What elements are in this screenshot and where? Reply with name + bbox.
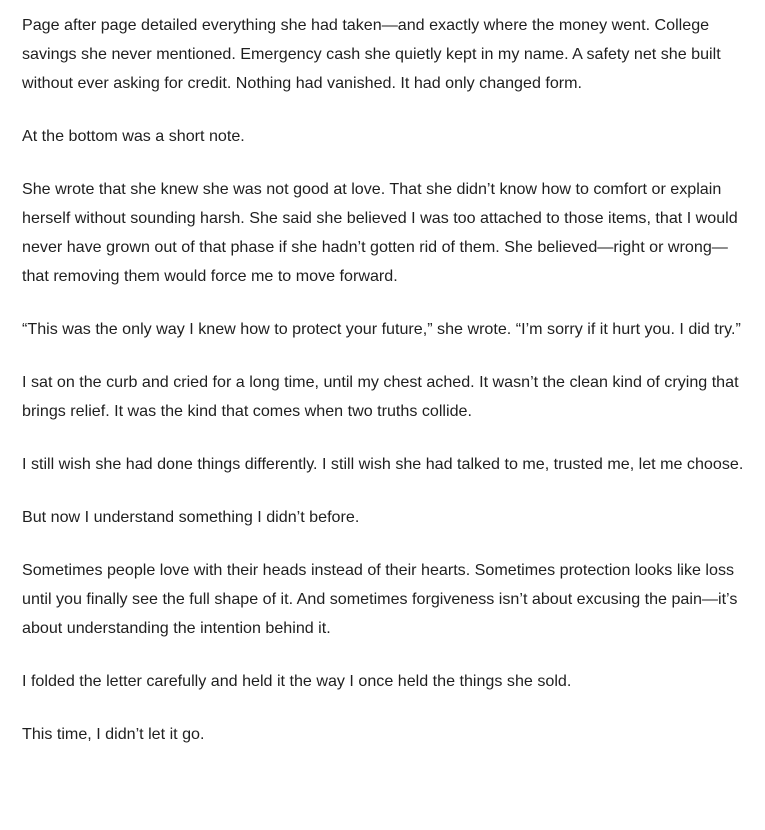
- paragraph-4: “This was the only way I knew how to protect your future,” she wrote. “I’m sorry if it hurt you. I did try.”: [22, 320, 741, 338]
- paragraph-7: But now I understand something I didn’t before.: [22, 508, 360, 526]
- paragraph-10: This time, I didn’t let it go.: [22, 725, 205, 743]
- paragraph-3: She wrote that she knew she was not good at love. That she didn’t know how to comfort or explain herself without sounding harsh. She said she believed I was too attached to those items, that I would never have grown out of that phase if she hadn’t gotten rid of them. She believed—right or wrong—that removing them would force me to move forward.: [22, 180, 738, 285]
- paragraph-5: I sat on the curb and cried for a long time, until my chest ached. It wasn’t the clean kind of crying that brings relief. It was the kind that comes when two truths collide.: [22, 373, 739, 420]
- paragraph-2: At the bottom was a short note.: [22, 127, 245, 145]
- paragraph-9: I folded the letter carefully and held it the way I once held the things she sold.: [22, 672, 572, 690]
- paragraph-8: Sometimes people love with their heads instead of their hearts. Sometimes protection looks like loss until you finally see the full shape of it. And sometimes forgiveness isn’t about excusing the pain—it’s about understanding the intention behind it.: [22, 561, 738, 637]
- paragraph-1: Page after page detailed everything she had taken—and exactly where the money went. College savings she never mentioned. Emergency cash she quietly kept in my name. A safety net she built without ever asking for credit. Nothing had vanished. It had only changed form.: [22, 16, 721, 92]
- paragraph-6: I still wish she had done things differently. I still wish she had talked to me, trusted me, let me choose.: [22, 455, 744, 473]
